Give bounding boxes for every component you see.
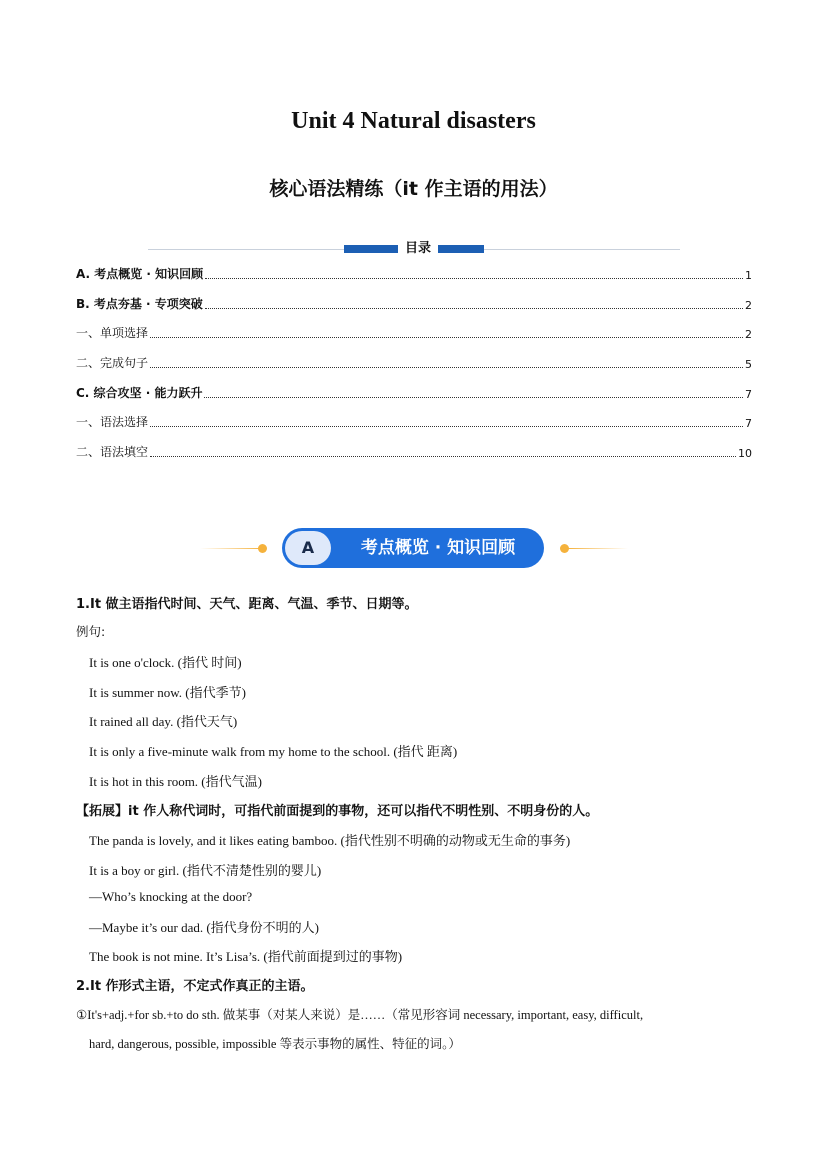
banner-letter-badge: A <box>285 531 331 565</box>
document-subtitle: 核心语法精练（it 作主语的用法） <box>269 178 558 200</box>
document-title: Unit 4 Natural disasters <box>291 108 536 134</box>
toc-item-page: 7 <box>745 388 752 401</box>
toc-item-text: A. 考点概览 · 知识回顾 <box>76 267 204 281</box>
extension-example: —Who’s knocking at the door? <box>89 889 253 904</box>
toc-item-text: 二、完成句子 <box>76 356 149 370</box>
point2-rule-continued: hard, dangerous, possible, impossible 等表示事物的属性、特征的词。） <box>89 1037 461 1051</box>
toc-item-page: 7 <box>745 417 752 430</box>
banner-title: 考点概览 · 知识回顾 <box>360 538 516 558</box>
toc-leader <box>150 425 743 427</box>
toc-item[interactable] <box>76 383 752 401</box>
toc-leader <box>204 396 743 398</box>
example-sentence: It rained all day. (指代天气) <box>89 714 238 729</box>
toc-item[interactable] <box>76 294 752 312</box>
toc-item[interactable] <box>76 412 752 430</box>
toc-item-page: 2 <box>745 328 752 341</box>
toc-leader <box>150 366 743 368</box>
toc-item[interactable] <box>76 264 752 282</box>
extension-example: The book is not mine. It’s Lisa’s. (指代前面提到过的事物) <box>89 949 403 964</box>
toc-item-text: C. 综合攻坚 · 能力跃升 <box>76 386 203 400</box>
toc-leader <box>150 455 736 457</box>
example-sentence: It is summer now. (指代季节) <box>89 685 246 700</box>
toc-heading: 目录 <box>398 240 438 258</box>
banner-wing-right <box>568 548 628 549</box>
point1-heading: 1.It 做主语指代时间、天气、距离、气温、季节、日期等。 <box>76 597 418 612</box>
examples-label: 例句: <box>76 624 106 639</box>
extension-heading: 【拓展】it 作人称代词时，可指代前面提到的事物，还可以指代不明性别、不明身份的人。 <box>76 804 599 819</box>
toc-item-page: 1 <box>745 269 752 282</box>
toc-item-page: 2 <box>745 299 752 312</box>
toc-accent-right <box>436 245 484 253</box>
toc-item-text: 一、语法选择 <box>76 415 149 429</box>
toc-item-text: B. 考点夯基 · 专项突破 <box>76 297 203 311</box>
toc-leader <box>150 336 743 338</box>
toc-item-text: 二、语法填空 <box>76 445 149 459</box>
example-sentence: It is hot in this room. (指代气温) <box>89 774 262 789</box>
toc-item-page: 10 <box>738 447 752 460</box>
extension-example: —Maybe it’s our dad. (指代身份不明的人) <box>89 920 320 935</box>
banner-wing-left <box>200 548 262 549</box>
toc-item[interactable] <box>76 323 752 341</box>
banner-dot-left <box>258 544 267 553</box>
toc-leader <box>205 307 743 309</box>
toc-item[interactable] <box>76 442 752 460</box>
section-banner <box>200 528 628 568</box>
point2-heading: 2.It 作形式主语，不定式作真正的主语。 <box>76 979 314 994</box>
toc-item-page: 5 <box>745 358 752 371</box>
point2-rule: ①It's+adj.+for sb.+to do sth. 做某事（对某人来说）是……（常见形容词 necessary, important, easy, difficult, <box>76 1008 644 1022</box>
toc-heading-bar <box>148 240 680 258</box>
extension-example: The panda is lovely, and it likes eating bamboo. (指代性别不明确的动物或无生命的事务) <box>89 833 571 848</box>
example-sentence: It is only a five-minute walk from my home to the school. (指代 距离) <box>89 744 458 759</box>
toc-item-text: 一、单项选择 <box>76 326 149 340</box>
toc-accent-left <box>344 245 400 253</box>
toc-item[interactable] <box>76 353 752 371</box>
toc-leader <box>205 277 743 279</box>
example-sentence: It is one o'clock. (指代 时间) <box>89 655 242 670</box>
extension-example: It is a boy or girl. (指代不清楚性别的婴儿) <box>89 863 322 878</box>
